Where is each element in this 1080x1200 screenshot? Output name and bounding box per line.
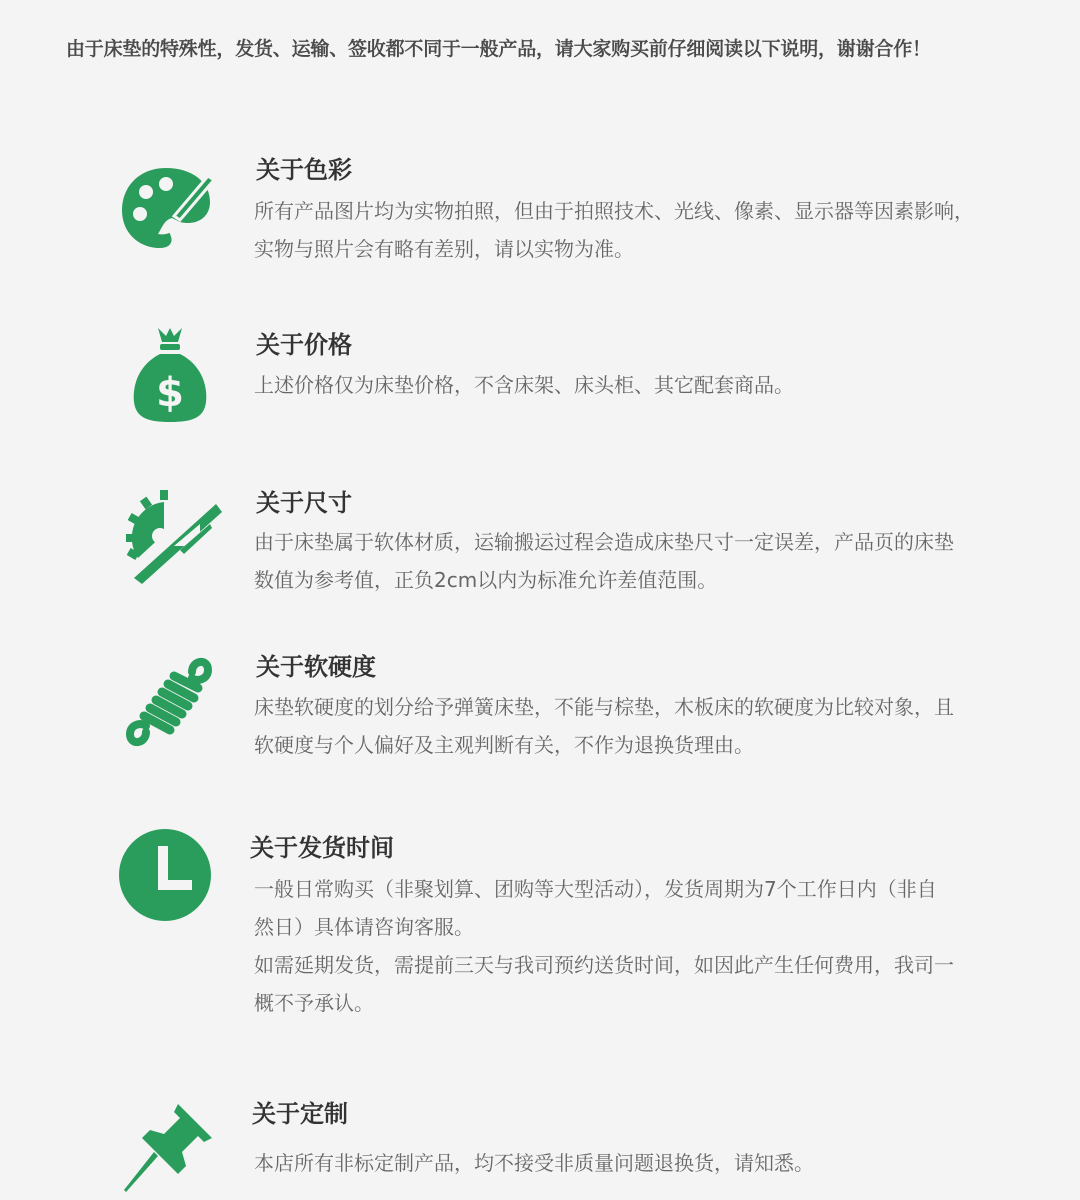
intro-notice: 由于床垫的特殊性，发货、运输、签收都不同于一般产品，请大家购买前仔细阅读以下说明，谢谢合作！ — [66, 38, 931, 60]
spring-icon — [126, 652, 216, 752]
section-text: 所有产品图片均为实物拍照，但由于拍照技术、光线、像素、显示器等因素影响， 实物与照片会有略有差别，请以实物为准。 — [254, 199, 974, 261]
section-title: 关于发货时间 — [250, 834, 394, 862]
section-text: 本店所有非标定制产品，均不接受非质量问题退换货，请知悉。 — [254, 1151, 814, 1175]
clock-icon — [118, 828, 212, 922]
section-title: 关于定制 — [252, 1100, 348, 1128]
section-text: 床垫软硬度的划分给予弹簧床垫，不能与棕垫，木板床的软硬度为比较对象，且 软硬度与个人偏好及主观判断有关，不作为退换货理由。 — [254, 695, 954, 757]
pushpin-icon — [120, 1100, 216, 1196]
section-title: 关于色彩 — [256, 156, 352, 184]
section-title: 关于价格 — [256, 331, 352, 359]
palette-icon — [118, 162, 218, 252]
section-title: 关于尺寸 — [256, 489, 352, 517]
svg-text:$: $ — [156, 370, 184, 416]
section-text: 上述价格仅为床垫价格，不含床架、床头柜、其它配套商品。 — [254, 373, 794, 397]
section-title: 关于软硬度 — [256, 653, 376, 681]
section-text: 由于床垫属于软体材质，运输搬运过程会造成床垫尺寸一定误差，产品页的床垫 数值为参考值，正负2cm以内为标准允许差值范围。 — [254, 530, 954, 592]
section-text: 一般日常购买（非聚划算、团购等大型活动），发货周期为7个工作日内（非自 然日）具体请咨询客服。 如需延期发货，需提前三天与我司预约送货时间，如因此产生任何费用，我司一 概不予承认。 — [254, 877, 954, 1015]
protractor-gear-icon — [124, 488, 224, 588]
money-bag-icon — [130, 324, 210, 424]
